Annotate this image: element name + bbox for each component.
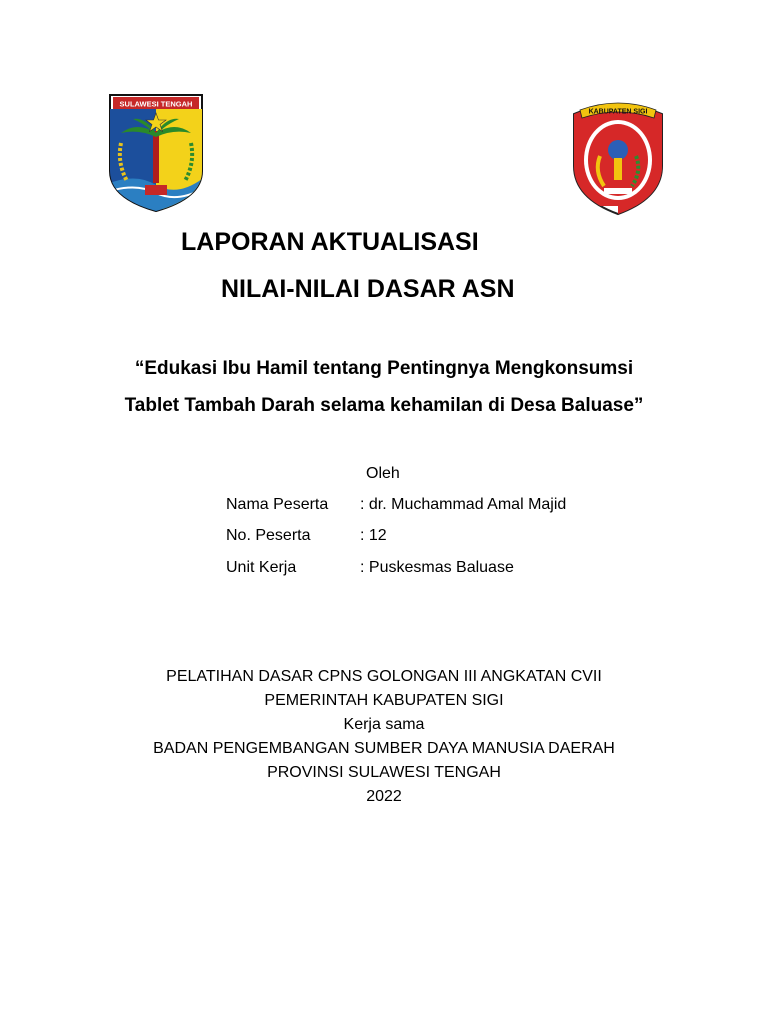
oleh-label: Oleh xyxy=(366,465,400,482)
kabupaten-sigi-emblem-icon xyxy=(570,96,666,216)
right-emblem-text: KABUPATEN SIGI xyxy=(588,108,648,116)
report-subtitle-line-1: “Edukasi Ibu Hamil tentang Pentingnya Mengkonsumsi xyxy=(134,358,634,379)
info-label: Nama Peserta xyxy=(226,496,329,513)
footer-line: PROVINSI SULAWESI TENGAH xyxy=(267,764,501,781)
footer-line: PELATIHAN DASAR CPNS GOLONGAN III ANGKATAN CVII xyxy=(166,668,602,685)
footer-line: PEMERINTAH KABUPATEN SIGI xyxy=(264,692,504,709)
report-subtitle-line-2: Tablet Tambah Darah selama kehamilan di Desa Baluase” xyxy=(124,395,644,416)
info-value: : dr. Muchammad Amal Majid xyxy=(360,496,567,513)
sulawesi-tengah-emblem-icon xyxy=(107,93,205,213)
info-value: : Puskesmas Baluase xyxy=(360,559,514,576)
footer-line: Kerja sama xyxy=(343,716,425,733)
report-title-line-1: LAPORAN AKTUALISASI xyxy=(181,228,479,256)
info-label: Unit Kerja xyxy=(226,559,297,576)
footer-line: 2022 xyxy=(366,788,402,805)
info-row-unit xyxy=(226,559,514,577)
info-row-nama xyxy=(226,496,566,514)
report-title-line-2: NILAI-NILAI DASAR ASN xyxy=(221,275,515,303)
info-label: No. Peserta xyxy=(226,527,311,544)
institution-footer xyxy=(0,665,768,809)
info-row-nomor xyxy=(226,527,387,545)
info-value: : 12 xyxy=(360,527,387,544)
left-emblem-text: SULAWESI TENGAH xyxy=(119,99,193,109)
footer-line: BADAN PENGEMBANGAN SUMBER DAYA MANUSIA DAERAH xyxy=(153,740,615,757)
